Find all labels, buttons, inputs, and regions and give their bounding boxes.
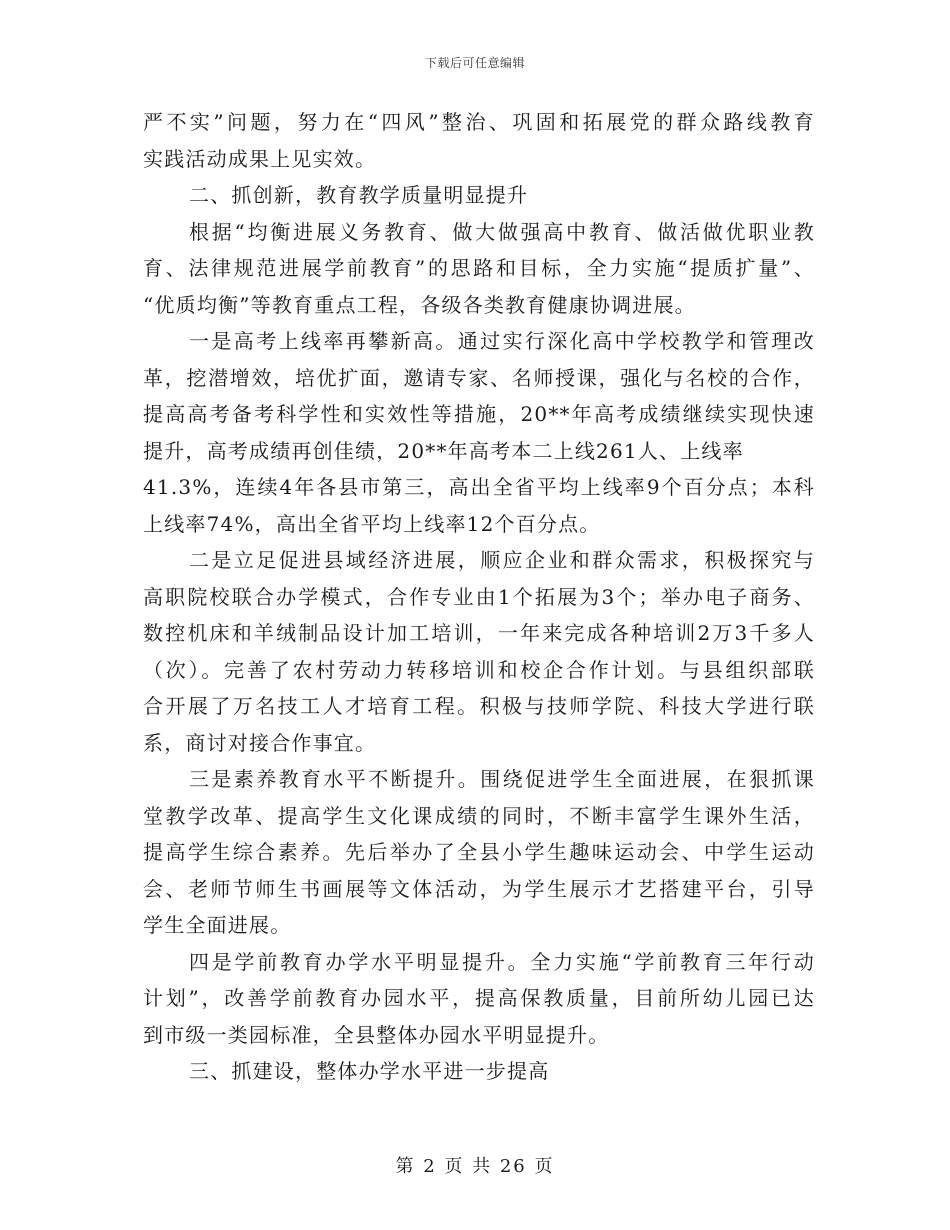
text-line: 上线率74%，高出全省平均上线率12个百分点。 xyxy=(143,511,601,536)
text-line: 提高高考备考科学性和实效性等措施，20**年高考成绩继续实现快速 xyxy=(143,402,815,426)
text-line: 三是素养教育水平不断提升。围绕促进学生全面进展，在狠抓课 xyxy=(189,767,815,791)
text-line: 到市级一类园标准，全县整体办园水平明显提升。 xyxy=(143,1022,610,1047)
text-line: 堂教学改革、提高学生文化课成绩的同时，不断丰富学生课外生活， xyxy=(143,803,815,828)
text-line: 数控机床和羊绒制品设计加工培训，一年来完成各种培训2万3千多人 xyxy=(143,621,815,645)
text-line: 41.3%，连续4年各县市第三，高出全省平均上线率9个百分点；本科 xyxy=(143,475,815,499)
text-line: 严不实”问题，努力在“四风”整治、巩固和拓展党的群众路线教育 xyxy=(143,110,815,134)
text-line: 四是学前教育办学水平明显提升。全力实施“学前教育三年行动 xyxy=(189,949,815,974)
page-header-note: 下载后可任意编辑 xyxy=(424,56,525,70)
section-heading: 三、抓建设，整体办学水平进一步提高 xyxy=(189,1059,550,1083)
text-line: 实践活动成果上见实效。 xyxy=(143,146,377,171)
text-line: 计划”，改善学前教育办园水平，提高保教质量，目前所幼儿园已达 xyxy=(143,986,815,1010)
text-line: 育、法律规范进展学前教育”的思路和目标，全力实施“提质扩量”、 xyxy=(143,256,815,280)
text-line: 学生全面进展。 xyxy=(143,913,292,937)
text-line: 系，商讨对接合作事宜。 xyxy=(143,730,377,755)
text-line: 二是立足促进县域经济进展，顺应企业和群众需求，积极探究与 xyxy=(189,548,815,572)
text-line: 一是高考上线率再攀新高。通过实行深化高中学校教学和管理改 xyxy=(189,329,815,353)
text-line: 会、老师节师生书画展等文体活动，为学生展示才艺搭建平台，引导 xyxy=(143,876,815,901)
text-line: 合开展了万名技工人才培育工程。积极与技师学院、科技大学进行联 xyxy=(143,694,815,718)
text-line: “优质均衡”等教育重点工程，各级各类教育健康协调进展。 xyxy=(143,292,696,317)
text-line: 提高学生综合素养。先后举办了全县小学生趣味运动会、中学生运动 xyxy=(143,840,815,864)
text-line: 革，挖潜增效，培优扩面，邀请专家、名师授课，强化与名校的合作， xyxy=(143,365,815,390)
text-line: 根据“均衡进展义务教育、做大做强高中教育、做活做优职业教 xyxy=(189,219,815,244)
text-line: （次）。完善了农村劳动力转移培训和校企合作计划。与县组织部联 xyxy=(143,657,815,682)
document-body xyxy=(143,104,815,1090)
text-line: 高职院校联合办学模式，合作专业由1个拓展为3个；举办电子商务、 xyxy=(143,584,815,609)
page-number: 第 2 页 共 26 页 xyxy=(395,1156,555,1177)
text-line: 提升，高考成绩再创佳绩，20**年高考本二上线261人、上线率 xyxy=(143,438,744,463)
section-heading: 二、抓创新，教育教学质量明显提升 xyxy=(189,183,529,207)
